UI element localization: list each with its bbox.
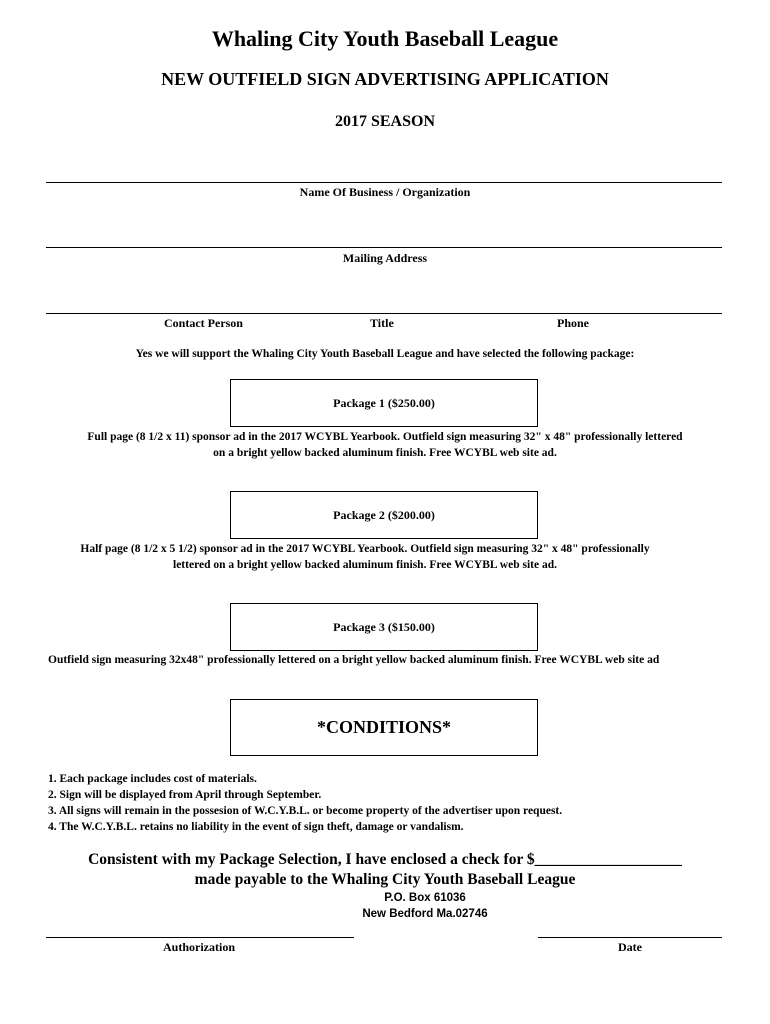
org-title: Whaling City Youth Baseball League <box>211 26 559 51</box>
authorization-label: Authorization <box>163 940 235 954</box>
package-1-description <box>30 429 740 461</box>
business-line[interactable] <box>46 182 722 183</box>
form-title: NEW OUTFIELD SIGN ADVERTISING APPLICATION <box>161 69 609 89</box>
season-label: 2017 SEASON <box>334 113 436 130</box>
package-1-desc-line2: on a bright yellow backed aluminum finish. Free WCYBL web site ad. <box>213 447 557 459</box>
contact-line[interactable] <box>46 313 722 314</box>
po-box: P.O. Box 61036 <box>384 892 466 904</box>
package-1-label: Package 1 ($250.00) <box>333 395 435 410</box>
address-label: Mailing Address <box>342 251 428 265</box>
contact-person-label: Contact Person <box>164 316 243 330</box>
payment-line-1: Consistent with my Package Selection, I have enclosed a check for $___________________ <box>88 851 682 868</box>
date-line[interactable] <box>538 937 722 938</box>
condition-item: 2. Sign will be displayed from April through September. <box>48 789 322 801</box>
package-1-desc-line1: Full page (8 1/2 x 11) sponsor ad in the 2017 WCYBL Yearbook. Outfield sign measuring 32" x 48" professionally lettered <box>87 431 683 443</box>
condition-item: 3. All signs will remain in the possesion of W.C.Y.B.L. or become property of the advertiser upon request. <box>48 805 563 817</box>
package-3-label: Package 3 ($150.00) <box>333 619 435 634</box>
address-line[interactable] <box>46 247 722 248</box>
package-3-description <box>48 652 748 668</box>
condition-item: 4. The W.C.Y.B.L. retains no liability in the event of sign theft, damage or vandalism. <box>48 821 464 833</box>
authorization-line[interactable] <box>46 937 354 938</box>
conditions-heading: *CONDITIONS* <box>316 717 452 737</box>
conditions-box <box>230 699 538 756</box>
package-3-desc-line1: Outfield sign measuring 32x48" professionally lettered on a bright yellow backed aluminum finish. Free WCYBL web site ad <box>48 654 660 666</box>
package-2-description <box>20 541 710 573</box>
package-3-box[interactable] <box>230 603 538 651</box>
package-2-label: Package 2 ($200.00) <box>333 507 435 522</box>
package-1-box[interactable] <box>230 379 538 427</box>
package-2-desc-line1: Half page (8 1/2 x 5 1/2) sponsor ad in the 2017 WCYBL Yearbook. Outfield sign measuring 32" x 48" professionally <box>80 543 650 555</box>
business-label: Name Of Business / Organization <box>299 185 471 199</box>
city-address: New Bedford Ma.02746 <box>362 908 488 920</box>
date-label: Date <box>618 940 642 954</box>
title-label: Title <box>370 316 394 330</box>
package-2-box[interactable] <box>230 491 538 539</box>
payment-line-2: made payable to the Whaling City Youth Baseball League <box>194 871 576 888</box>
intro-text: Yes we will support the Whaling City Youth Baseball League and have selected the following package: <box>135 348 635 360</box>
conditions-list <box>48 771 562 835</box>
package-2-desc-line2: lettered on a bright yellow backed aluminum finish. Free WCYBL web site ad. <box>173 559 557 571</box>
condition-item: 1. Each package includes cost of materials. <box>48 773 257 785</box>
phone-label: Phone <box>557 316 590 330</box>
